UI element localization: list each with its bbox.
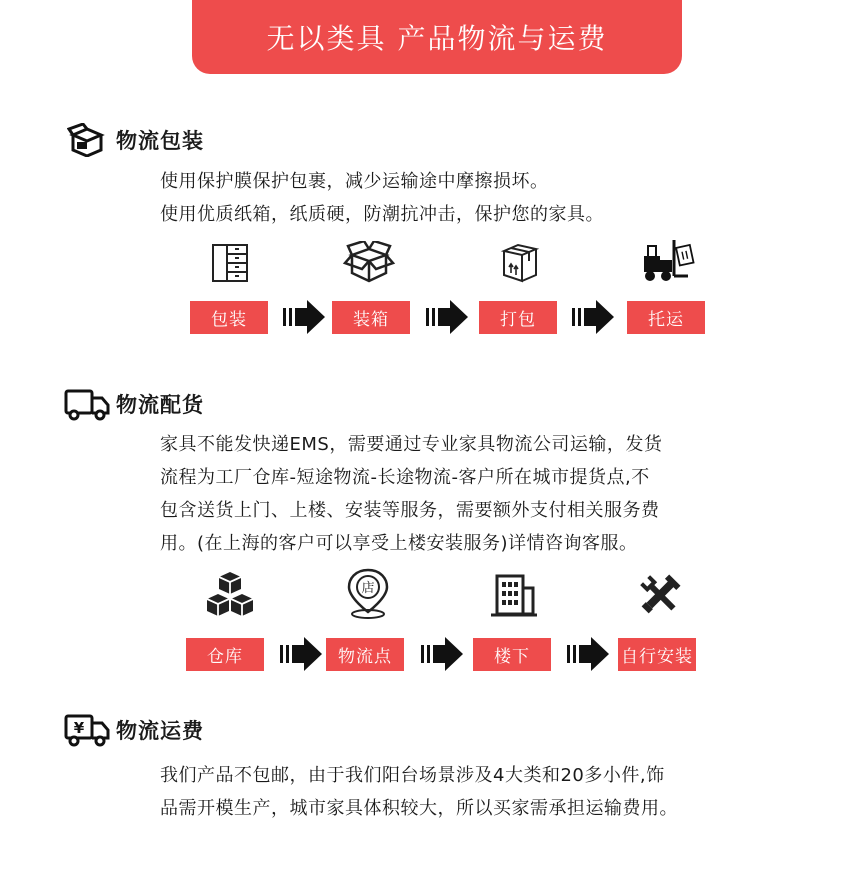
arrow-right-icon: [421, 637, 467, 671]
svg-text:店: 店: [361, 581, 375, 596]
arrow-right-icon: [567, 637, 613, 671]
step-label: 打包: [479, 301, 557, 334]
section-title: 物流包装: [116, 129, 204, 153]
open-box-icon: [339, 238, 399, 288]
cabinet-icon: [200, 238, 260, 288]
truck-icon: [64, 386, 110, 422]
arrow-right-icon: [280, 637, 326, 671]
arrow-right-icon: [283, 300, 329, 334]
section-title: 物流运费: [116, 719, 204, 743]
step-label: 自行安装: [618, 638, 696, 671]
text-line: 流程为工厂仓库-短途物流-长途物流-客户所在城市提货点,不: [160, 467, 650, 488]
package-icon: [490, 238, 550, 288]
step-label: 仓库: [186, 638, 264, 671]
step-label: 装箱: [332, 301, 410, 334]
page-banner: [192, 0, 682, 74]
yuan-truck-icon: [64, 712, 110, 748]
step-label: 包装: [190, 301, 268, 334]
section-shipping-fee-header: [64, 712, 204, 748]
text-line: 家具不能发快递EMS，需要通过专业家具物流公司运输，发货: [160, 434, 663, 455]
tools-icon: [630, 570, 690, 620]
section-delivery-text: [160, 428, 760, 560]
arrow-right-icon: [572, 300, 618, 334]
step-label: 托运: [627, 301, 705, 334]
stacked-boxes-icon: [200, 570, 260, 620]
forklift-icon: [638, 236, 698, 286]
store-location-icon: [338, 568, 398, 618]
svg-text:¥: ¥: [73, 719, 85, 737]
section-shipping-fee-text: [160, 759, 760, 825]
text-line: 我们产品不包邮，由于我们阳台场景涉及4大类和20多小件,饰: [160, 765, 665, 786]
open-box-icon: [64, 122, 110, 158]
text-line: 品需开模生产，城市家具体积较大，所以买家需承担运输费用。: [160, 798, 678, 819]
banner-title: 无以类具 产品物流与运费: [266, 22, 608, 55]
text-line: 包含送货上门、上楼、安装等服务，需要额外支付相关服务费: [160, 500, 660, 521]
text-line: 使用保护膜保护包裹，减少运输途中摩擦损坏。: [160, 171, 549, 192]
section-delivery-header: [64, 386, 204, 422]
step-label: 物流点: [326, 638, 404, 671]
building-icon: [484, 570, 544, 620]
step-label: 楼下: [473, 638, 551, 671]
section-title: 物流配货: [116, 393, 204, 417]
text-line: 使用优质纸箱，纸质硬，防潮抗冲击，保护您的家具。: [160, 204, 604, 225]
text-line: 用。(在上海的客户可以享受上楼安装服务)详情咨询客服。: [160, 533, 638, 554]
arrow-right-icon: [426, 300, 472, 334]
section-packaging-header: [64, 122, 204, 158]
section-packaging-text: [160, 165, 760, 231]
